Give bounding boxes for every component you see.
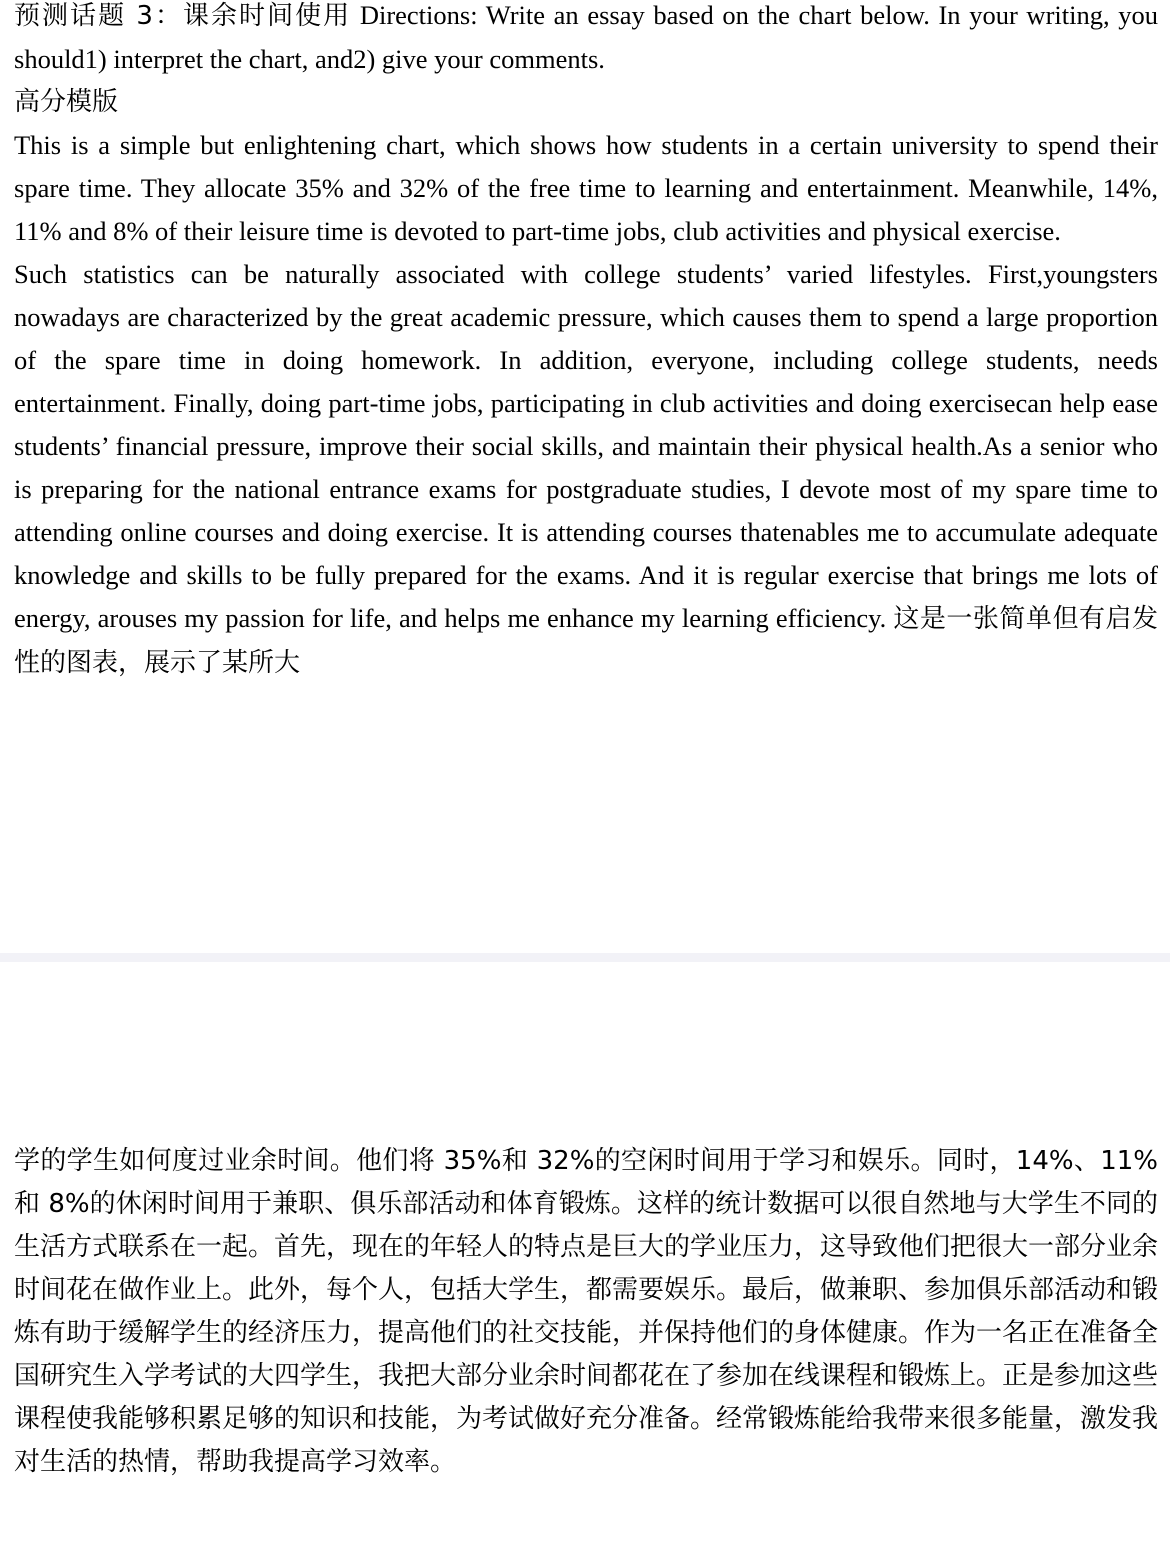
essay-paragraph-2-text: Such statistics can be naturally associated with college students’ varied lifestyles. First,youngsters nowadays are characterized by the great academic pressure, which causes them to spend a large proportion of the spare time in doing homework. In addition, everyone, including college students, needs entertainment. Finally, doing part-time jobs, participating in club activities and doing exercisecan help ease students’ financial pressure, improve their social skills, and maintain their physical health.As a senior who is preparing for the national entrance exams for postgraduate studies, I devote most of my spare time to attending online courses and doing exercise. It is attending courses thatenables me to accumulate adequate knowledge and skills to be fully prepared for the exams. And it is regular exercise that brings me lots of energy, arouses my passion for life, and helps me enhance my learning efficiency. [14,259,1158,633]
document-page-1 [14,0,1158,685]
translation-continued: 学的学生如何度过业余时间。他们将 35%和 32%的空闲时间用于学习和娱乐。同时，14%、11%和 8%的休闲时间用于兼职、俱乐部活动和体育锻炼。这样的统计数据可以很自然地与大学生不同的生活方式联系在一起。首先，现在的年轻人的特点是巨大的学业压力，这导致他们把很大一部分业余时间花在做作业上。此外，每个人，包括大学生，都需要娱乐。最后，做兼职、参加俱乐部活动和锻炼有助于缓解学生的经济压力，提高他们的社交技能，并保持他们的身体健康。作为一名正在准备全国研究生入学考试的大四学生，我把大部分业余时间都花在了参加在线课程和锻炼上。正是参加这些课程使我能够积累足够的知识和技能，为考试做好充分准备。经常锻炼能给我带来很多能量，激发我对生活的热情，帮助我提高学习效率。 [14,1146,1159,1477]
template-title: 高分模版 [14,87,119,117]
translation-start: 这是一张简单但有启发性的图表，展示了某所大 [14,604,1158,678]
directions-text: Directions: Write an essay based on the chart below. In your writing, you should1) interpret the chart, and2) give your comments. [14,0,1159,74]
essay-paragraph-2 [14,253,1158,685]
essay-paragraph-1: This is a simple but enlightening chart, which shows how students in a certain university to spend their spare time. They allocate 35% and 32% of the free time to learning and entertainment. Meanwhile, 14%, 11% and 8% of their leisure time is devoted to part-time jobs, club activities and physical exercise. [14,130,1158,246]
page-separator [0,953,1170,962]
topic-title: 预测话题 3：课余时间使用 [14,1,352,31]
topic-line [14,0,1158,81]
document-page-2 [14,1140,1158,1484]
